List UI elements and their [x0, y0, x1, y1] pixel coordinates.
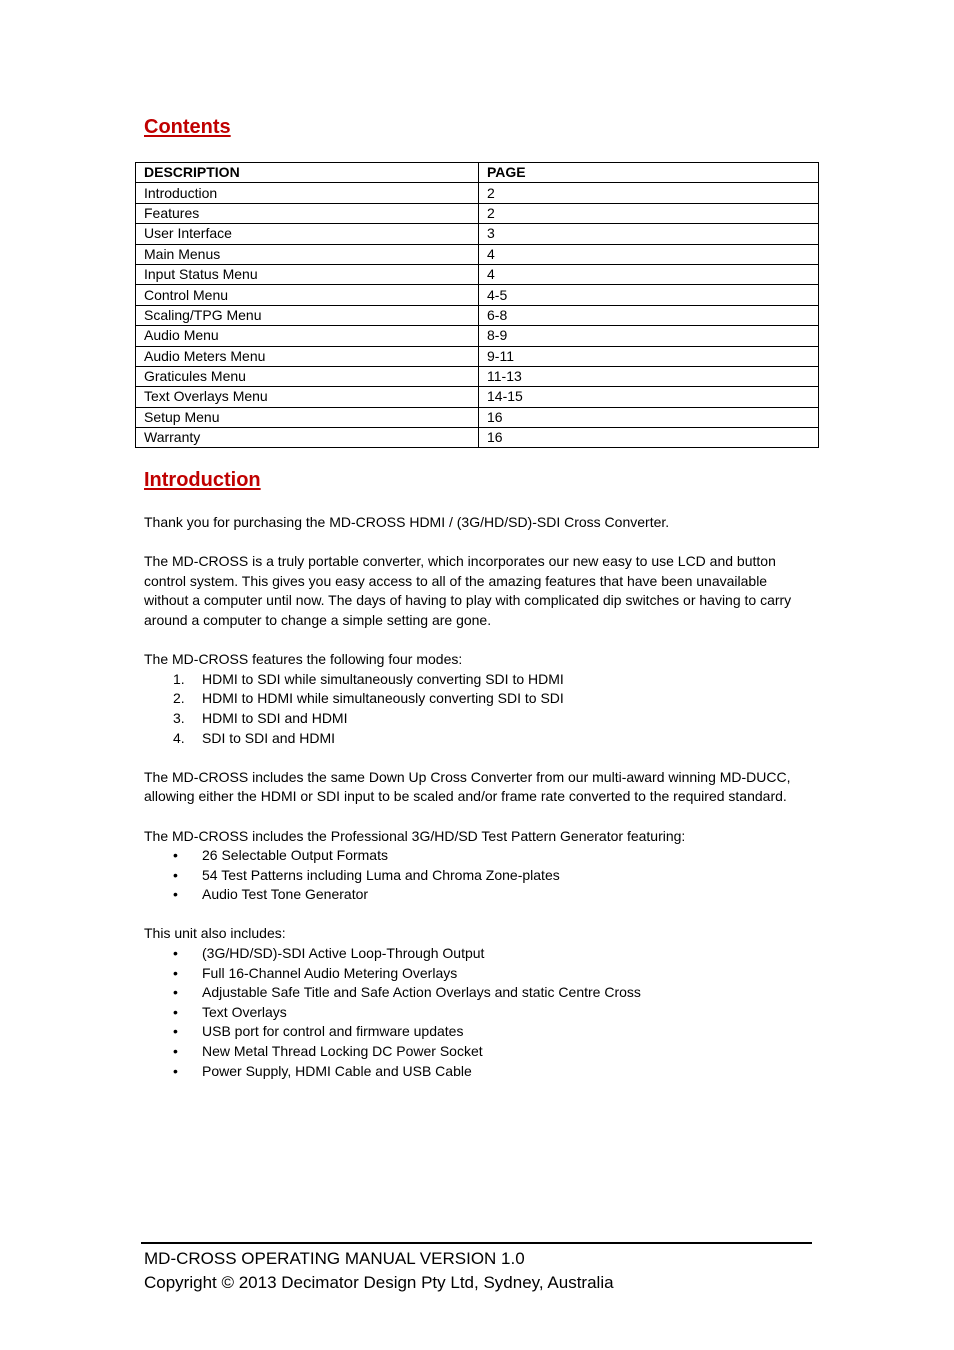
list-item-text: HDMI to SDI while simultaneously converting SDI to HDMI [202, 670, 564, 687]
table-row [136, 428, 819, 448]
table-row [136, 203, 819, 223]
bullet-icon: • [173, 1003, 178, 1020]
list-item-text: HDMI to HDMI while simultaneously converting SDI to SDI [202, 690, 564, 707]
row-description: Introduction [136, 183, 479, 203]
contents-table [135, 162, 819, 448]
list-item [144, 1042, 814, 1062]
row-description: Input Status Menu [136, 264, 479, 284]
list-item-text: HDMI to SDI and HDMI [202, 709, 348, 726]
row-description: Scaling/TPG Menu [136, 305, 479, 325]
bullet-icon: • [173, 964, 178, 981]
contents-heading: Contents [144, 116, 231, 138]
footer-manual-version: MD-CROSS OPERATING MANUAL VERSION 1.0 [144, 1249, 525, 1268]
list-item [144, 866, 814, 886]
list-item-text: 26 Selectable Output Formats [202, 847, 388, 864]
list-item-text: USB port for control and firmware updates [202, 1023, 464, 1040]
table-row [136, 244, 819, 264]
intro-paragraph-ducc: The MD-CROSS includes the same Down Up Cross Converter from our multi-award winning MD-DUCC, allowing either the HDMI or SDI input to be scaled and/or frame rate converted to the required standard. [144, 768, 791, 805]
list-item [144, 983, 814, 1003]
bullet-icon: • [173, 866, 178, 883]
list-item-text: (3G/HD/SD)-SDI Active Loop-Through Output [202, 945, 485, 962]
list-number: 4. [173, 729, 185, 746]
list-item-text: 54 Test Patterns including Luma and Chroma Zone-plates [202, 866, 560, 883]
list-item [144, 670, 814, 690]
column-header-description: DESCRIPTION [136, 163, 479, 183]
table-row [136, 305, 819, 325]
row-page: 2 [479, 183, 819, 203]
list-item [144, 729, 814, 749]
list-item-text: New Metal Thread Locking DC Power Socket [202, 1043, 483, 1060]
list-item [144, 1003, 814, 1023]
list-item [144, 885, 814, 905]
row-page: 4-5 [479, 285, 819, 305]
bullet-icon: • [173, 886, 178, 903]
table-row [136, 264, 819, 284]
introduction-body [144, 513, 814, 1101]
list-item-text: Power Supply, HDMI Cable and USB Cable [202, 1062, 472, 1079]
list-number: 3. [173, 709, 185, 726]
row-page: 4 [479, 264, 819, 284]
row-page: 14-15 [479, 387, 819, 407]
table-row [136, 183, 819, 203]
list-item-text: Adjustable Safe Title and Safe Action Overlays and static Centre Cross [202, 984, 641, 1001]
row-page: 16 [479, 407, 819, 427]
table-row [136, 346, 819, 366]
row-page: 6-8 [479, 305, 819, 325]
intro-paragraph-portable: The MD-CROSS is a truly portable converter, which incorporates our new easy to use LCD and button control system. This gives you easy access to all of the amazing features that have been unavailable without a computer until now. The days of having to play with complicated dip switches or having to carry around a computer to change a simple setting are gone. [144, 553, 792, 628]
tpg-features-list [144, 846, 814, 905]
list-item-text: Full 16-Channel Audio Metering Overlays [202, 964, 458, 981]
row-page: 4 [479, 244, 819, 264]
bullet-icon: • [173, 1043, 178, 1060]
table-row [136, 387, 819, 407]
row-description: User Interface [136, 224, 479, 244]
row-page: 2 [479, 203, 819, 223]
list-item-text: Audio Test Tone Generator [202, 886, 369, 903]
row-page: 9-11 [479, 346, 819, 366]
bullet-icon: • [173, 1062, 178, 1079]
row-description: Control Menu [136, 285, 479, 305]
row-page: 3 [479, 224, 819, 244]
column-header-page: PAGE [479, 163, 819, 183]
includes-intro: This unit also includes: [144, 925, 286, 942]
row-page: 11-13 [479, 366, 819, 386]
page-footer [141, 1242, 812, 1295]
list-item [144, 709, 814, 729]
bullet-icon: • [173, 1023, 178, 1040]
bullet-icon: • [173, 945, 178, 962]
row-page: 8-9 [479, 326, 819, 346]
table-row [136, 407, 819, 427]
row-description: Text Overlays Menu [136, 387, 479, 407]
footer-copyright: Copyright © 2013 Decimator Design Pty Ltd, Sydney, Australia [144, 1273, 614, 1292]
list-item [144, 1022, 814, 1042]
row-description: Features [136, 203, 479, 223]
table-row [136, 326, 819, 346]
modes-list [144, 670, 814, 748]
table-row [136, 285, 819, 305]
includes-list [144, 944, 814, 1081]
row-description: Main Menus [136, 244, 479, 264]
list-item-text: SDI to SDI and HDMI [202, 729, 336, 746]
bullet-icon: • [173, 847, 178, 864]
list-item [144, 846, 814, 866]
row-description: Graticules Menu [136, 366, 479, 386]
row-description: Warranty [136, 428, 479, 448]
table-row [136, 224, 819, 244]
list-item-text: Text Overlays [202, 1003, 287, 1020]
table-header-row [136, 163, 819, 183]
tpg-intro: The MD-CROSS includes the Professional 3G/HD/SD Test Pattern Generator featuring: [144, 827, 686, 844]
list-item [144, 689, 814, 709]
introduction-heading: Introduction [144, 469, 261, 491]
list-item [144, 944, 814, 964]
intro-paragraph-thanks: Thank you for purchasing the MD-CROSS HDMI / (3G/HD/SD)-SDI Cross Converter. [144, 514, 670, 530]
list-number: 2. [173, 690, 185, 707]
row-description: Setup Menu [136, 407, 479, 427]
table-row [136, 366, 819, 386]
row-page: 16 [479, 428, 819, 448]
row-description: Audio Menu [136, 326, 479, 346]
list-number: 1. [173, 670, 185, 687]
row-description: Audio Meters Menu [136, 346, 479, 366]
list-item [144, 964, 814, 984]
bullet-icon: • [173, 984, 178, 1001]
list-item [144, 1062, 814, 1082]
modes-intro: The MD-CROSS features the following four modes: [144, 651, 463, 668]
